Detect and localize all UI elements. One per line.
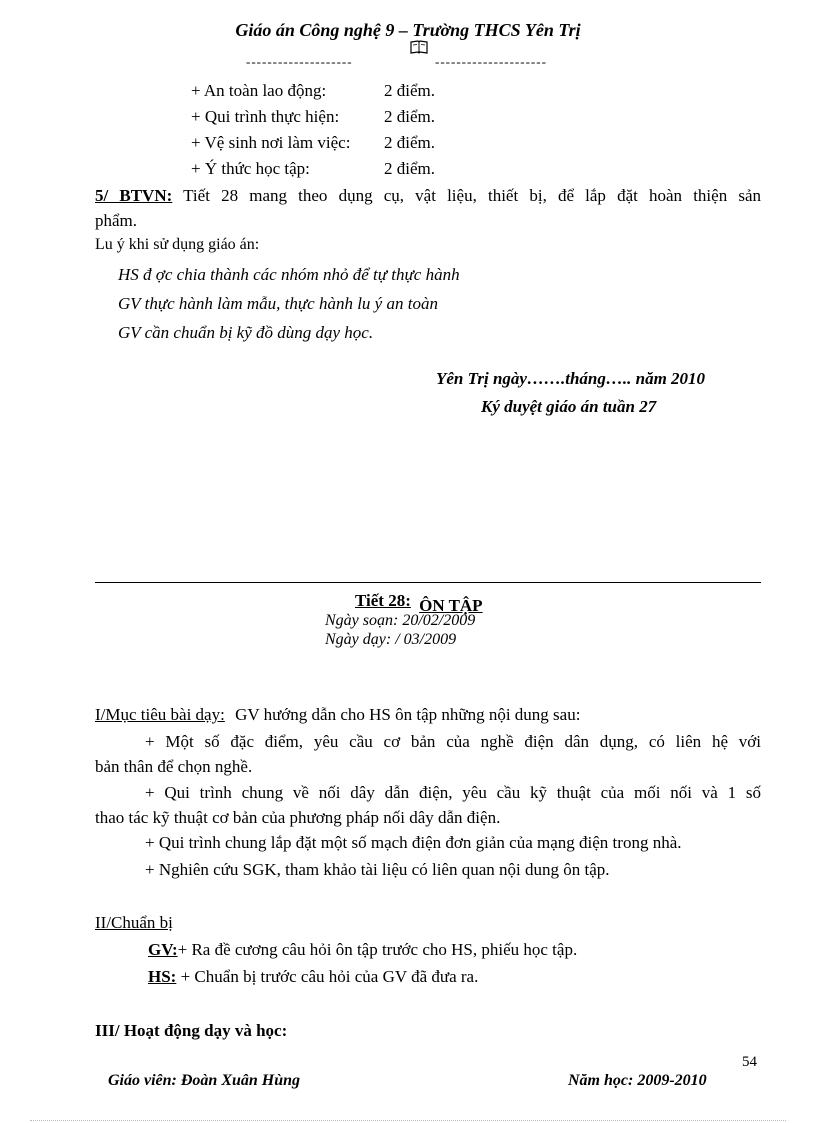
section1-heading-line: [95, 705, 580, 725]
score-item-value: 2 điểm.: [384, 159, 435, 178]
score-item: [191, 107, 435, 127]
signature-date: Yên Trị ngày…….tháng….. năm 2010: [436, 369, 706, 388]
header-dash-right: ---------------------: [435, 54, 547, 69]
section2-gv-label: GV:: [148, 940, 178, 959]
section1-item2-line2: thao tác kỹ thuật cơ bản của phương pháp nối dây dẫn điện.: [95, 808, 501, 827]
section3-heading-text: III/ Hoạt động dạy và học:: [95, 1021, 288, 1040]
page-bottom-border: [30, 1120, 786, 1121]
section1-item4: + Nghiên cứu SGK, tham khảo tài liệu có liên quan nội dung ôn tập.: [145, 860, 610, 879]
signature-approval: Ký duyệt giáo án tuần 27: [481, 397, 657, 416]
footer-school-year: Năm học: 2009-2010: [568, 1072, 707, 1089]
lesson-title: ÔN TẬP: [419, 596, 483, 615]
section-divider: [95, 582, 761, 583]
btvn-label: 5/ BTVN:: [95, 186, 173, 205]
section2-hs-label: HS:: [148, 967, 177, 986]
score-item-label: + Ý thức học tập:: [191, 159, 310, 178]
lesson-teach-date: Ngày dạy: / 03/2009: [325, 631, 457, 648]
score-item: [191, 133, 435, 153]
section2-gv-line: [148, 940, 577, 960]
lesson-heading: [355, 591, 483, 615]
score-item: [191, 81, 435, 101]
score-item-label: + An toàn lao động:: [191, 81, 327, 100]
section1-item2-line1: + Qui trình chung về nối dây dẫn điện, yêu cầu kỹ thuật của mối nối và 1 số: [145, 783, 761, 802]
section1-item1-line1: + Một số đặc điểm, yêu cầu cơ bản của nghề điện dân dụng, có liên hệ với: [145, 732, 761, 751]
score-item-label: + Vệ sinh nơi làm việc:: [191, 133, 351, 152]
notes-line: GV thực hành làm mẫu, thực hành lu ý an toàn: [118, 294, 438, 313]
score-item-value: 2 điểm.: [384, 133, 435, 152]
score-item-label: + Qui trình thực hiện:: [191, 107, 340, 126]
book-icon: [410, 40, 428, 59]
section1-heading: I/Mục tiêu bài dạy:: [95, 705, 225, 724]
footer-teacher: Giáo viên: Đoàn Xuân Hùng: [108, 1072, 301, 1089]
section2-heading: II/Chuẩn bị: [95, 913, 173, 932]
notes-line: HS đ ợc chia thành các nhóm nhỏ để tự thực hành: [118, 265, 460, 284]
section2-hs-text: + Chuẩn bị trước câu hỏi của GV đã đưa ra.: [180, 967, 479, 986]
section2-gv-text: + Ra đề cương câu hỏi ôn tập trước cho HS, phiếu học tập.: [177, 940, 578, 959]
section1-intro: GV hướng dẫn cho HS ôn tập những nội dung sau:: [235, 705, 581, 724]
page-header-title: Giáo án Công nghệ 9 – Trường THCS Yên Trị: [235, 20, 581, 40]
score-item: [191, 159, 435, 179]
header-dash-left: --------------------: [246, 54, 353, 69]
section3-heading: [95, 1021, 287, 1041]
page-number: 54: [742, 1054, 757, 1070]
notes-line: GV cần chuẩn bị kỹ đồ dùng dạy học.: [118, 323, 374, 342]
btvn-text: Tiết 28 mang theo dụng cụ, vật liệu, thiết bị, để lắp đặt hoàn thiện sản: [183, 186, 762, 205]
section2-hs-line: [148, 967, 478, 987]
section1-item3: + Qui trình chung lắp đặt một số mạch điện đơn giản của mạng điện trong nhà.: [145, 833, 682, 852]
btvn-line2: phẩm.: [95, 211, 138, 230]
score-item-value: 2 điểm.: [384, 107, 435, 126]
btvn-line1: [95, 186, 761, 206]
notes-heading: Lu ý khi sử dụng giáo án:: [95, 236, 260, 253]
lesson-prep-date: Ngày soạn: 20/02/2009: [325, 612, 476, 629]
section1-item1-line2: bản thân để chọn nghề.: [95, 757, 253, 776]
lesson-number: Tiết 28:: [355, 591, 411, 610]
score-item-value: 2 điểm.: [384, 81, 435, 100]
